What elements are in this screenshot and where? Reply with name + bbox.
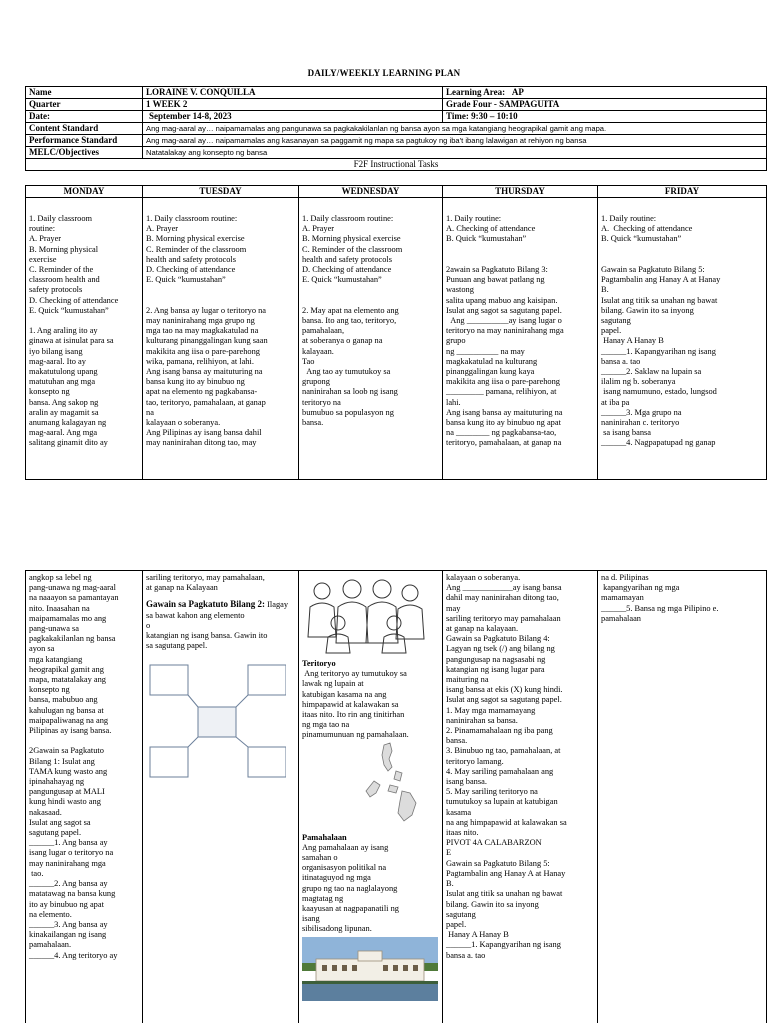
monday-text: 1. Daily classroom routine: A. Prayer B. Morning physical exercise C. Reminder of the classroom health and safety protocols D. Checking of attendance E. Quick “kumustahan” 1. Ang araling ito ay ginawa at isinulat para sa iyo bilang isang mag-aaral. Ito ay makatutulong upang matutuhan ang mga konsepto ng bansa. Ang sakop ng aralin ay magamit sa anumang kalagayan ng mag-aaral. Ang mga salitang ginamit dito ay <box>29 214 119 448</box>
thursday-cont-text: kalayaan o soberanya. Ang ____________ay isang bansa dahil may naninirahan ditong tao, may sariling teritoryo may pamahalaan at ganap na kalayaan. Gawain sa Pagkatuto Bilang 4: Lagyan ng tsek (/) ang bilang ng pangungusap na nagsasabi ng katangian ng isang lugar para maituring na isang bansa at ekis (X) kung hindi. Isulat ang sagot sa sagutang papel. 1. May mga mamamayang naninirahan sa bansa. 2. Pinamamahalaan ng iba pang bansa. 3. Binubuo ng tao, pamahalaan, at teritoryo lamang. 4. May sariling pamahalaan ang isang bansa. 5. May sariling teritoryo na tumutukoy sa lupain at katubigan kasama na ang himpapawid at kalawakan sa itaas nito. PIVOT 4A CALABARZON E Gawain sa Pagkatuto Bilang 5: Pagtambalin ang Hanay A at Hanay B. Isulat ang titik sa unahan ng bawat bilang. Gawin ito sa inyong sagutang papel. Hanay A Hanay B ______1. Kapangyarihan ng isang bansa a. tao <box>446 573 567 960</box>
friday-text: 1. Daily routine: A. Checking of attendance B. Quick “kumustahan” Gawain sa Pagkatuto Bilang 5: Pagtambalin ang Hanay A at Hanay B. Isulat ang titik sa unahan ng bawat bilang. Gawin ito sa inyong sagutang papel. Hanay A Hanay B ______1. Kapangyarihan ng isang bansa a. tao ______2. Saklaw na lupain sa ilalim ng b. soberanya isang namumuno, estado, lungsod at iba pa ______3. Mga grupo na naninirahan c. teritoryo sa isang bansa ______4. Nagpapatupad ng ganap <box>601 214 721 448</box>
wednesday-teritoryo <box>302 659 439 741</box>
tuesday-cont-cell <box>143 571 299 1024</box>
learning-area-label: Learning Area: <box>446 87 506 97</box>
diagram-line-1 <box>188 695 198 707</box>
thursday-text: 1. Daily routine: A. Checking of attendance B. Quick “kumustahan” 2awain sa Pagkatuto Bilang 3: Punuan ang bawat patlang ng wastong salita upang mabuo ang kaisipan. Isulat ang sagot sa sagutang papel. Ang __________ay isang lugar o teritoryo na may naninirahang mga grupo ng __________ na may magkakatulad na kulturang pinanggalingan kung kaya makikita ang iisa o pare-parehong _________ pamana, relihiyon, at lahi. Ang isang bansa ay maituturing na bansa kung ito ay binubuo ng apat na ________ ng pagkabansa-tao, teritoryo, pamahalaan, at ganap na <box>446 214 564 448</box>
tuesday-gawain-text: Ilagay sa bawat kahon ang elemento o katangian ng isang bansa. Gawin ito sa sagutang papel. <box>146 600 289 651</box>
philippines-map <box>362 741 422 827</box>
header-row-date <box>26 111 767 123</box>
day-tuesday: TUESDAY <box>143 186 299 198</box>
wednesday-pamahalaan <box>302 833 439 935</box>
monday-cont-cell <box>26 571 143 1024</box>
learning-area <box>443 87 767 99</box>
name-value: LORAINE V. CONQUILLA <box>143 87 443 99</box>
day-monday: MONDAY <box>26 186 143 198</box>
days-table <box>25 185 767 480</box>
header-row-melc <box>26 147 767 159</box>
friday-cell <box>598 198 767 480</box>
date-value: September 14-8, 2023 <box>143 111 443 123</box>
learning-area-value: AP <box>511 87 524 97</box>
palace-photo <box>302 937 438 1001</box>
day-friday: FRIDAY <box>598 186 767 198</box>
tuesday-text: 1. Daily classroom routine: A. Prayer B. Morning physical exercise C. Reminder of the classroom health and safety protocols D. Checking of attendance E. Quick “kumustahan” 2. Ang bansa ay lugar o teritoryo na may naninirahang mga grupo ng mga tao na may magkakatulad na kulturang pinanggalingan kung saan makikita ang iisa o pare-parehong wika, pamana, relihiyon, at lahi. Ang isang bansa ay maituturing na bansa kung ito ay binubuo ng apat na elemento ng pagkabansa- tao, teritoryo, pamahalaan, at ganap na kalayaan o soberanya. Ang Pilipinas ay isang bansa dahil may naninirahan ditong tao, may <box>146 214 268 448</box>
header-row-f2f <box>26 159 767 171</box>
thursday-cont-cell <box>443 571 598 1024</box>
diagram-line-4 <box>236 737 248 747</box>
monday-cell <box>26 198 143 480</box>
grade-value: Grade Four - SAMPAGUITA <box>443 99 767 111</box>
date-label: Date: <box>26 111 143 123</box>
teritoryo-text: Ang teritoryo ay tumutukoy sa lawak ng lupain at katubigan kasama na ang himpapawid at kalawakan sa itaas nito. Ito rin ang tinitirhan ng mga tao na pinamumunuan ng pamahalaan. <box>302 669 409 740</box>
day-wednesday: WEDNESDAY <box>299 186 443 198</box>
diagram-box-bottom-right <box>248 747 286 777</box>
continuation-row <box>26 571 767 1024</box>
diagram-box-top-left <box>150 665 188 695</box>
quarter-value: 1 WEEK 2 <box>143 99 443 111</box>
days-content-row <box>26 198 767 480</box>
elements-diagram <box>148 663 286 793</box>
diagram-line-2 <box>236 695 248 707</box>
header-table <box>25 86 767 171</box>
family-illustration <box>302 577 430 655</box>
teritoryo-title: Teritoryo <box>302 659 336 668</box>
performance-standard-label: Performance Standard <box>26 135 143 147</box>
pamahalaan-title: Pamahalaan <box>302 832 347 842</box>
monday-cont-text: angkop sa lebel ng pang-unawa ng mag-aaral na naaayon sa pamantayan nito. Inaasahan na maipamamalas mo ang pang-unawa sa pagkakakilanlan ng bansa ayon sa mga katangiang heograpikal gamit ang mapa, matatalakay ang konsepto ng bansa, mabubuo ang kahulugan ng bansa at maipapaliwanag na ang Pilipinas ay isang bansa. 2Gawain sa Pagkatuto Bilang 1: Isulat ang TAMA kung wasto ang ipinahahayag ng pangungusap at MALI kung hindi wasto ang nakasaad. Isulat ang sagot sa sagutang papel. ______1. Ang bansa ay isang lugar o teritoryo na may naninirahang mga tao. ______2. Ang bansa ay matatawag na bansa kung ito ay binubuo ng apat na elemento. ______3. Ang bansa ay kinakailangan ng isang pamahalaan. ______4. Ang teritoryo ay <box>29 573 119 960</box>
header-row-name <box>26 87 767 99</box>
pamahalaan-text: Ang pamahalaan ay isang samahan o organisasyon politikal na itinataguyod ng mga grupo ng tao na naglalayong magtatag ng kaayusan at nagpapanatili ng isang sibilisadong lipunan. <box>302 842 399 934</box>
wednesday-cell <box>299 198 443 480</box>
continuation-table <box>25 570 767 1023</box>
performance-standard-value: Ang mag-aaral ay… naipamamalas ang kasanayan sa paggamit ng mapa sa pagtukoy ng iba't ibang lalawigan at rehiyon ng bansa <box>143 135 767 147</box>
melc-label: MELC/Objectives <box>26 147 143 159</box>
diagram-box-bottom-left <box>150 747 188 777</box>
page-title: DAILY/WEEKLY LEARNING PLAN <box>307 68 461 78</box>
header-row-quarter <box>26 99 767 111</box>
diagram-center-box <box>198 707 236 737</box>
quarter-label: Quarter <box>26 99 143 111</box>
tuesday-gawain: Gawain sa Pagkatuto Bilang 2: Ilagay sa bawat kahon ang elemento o katangian ng isang bansa. Gawin ito sa sagutang papel. <box>146 599 295 651</box>
days-header-row <box>26 186 767 198</box>
time-value: Time: 9:30 – 10:10 <box>443 111 767 123</box>
content-standard-value: Ang mag-aaral ay… naipamamalas ang pangunawa sa pagkakakilanlan ng bansa ayon sa mga katangiang heograpikal gamit ang mapa. <box>143 123 767 135</box>
header-row-content-standard <box>26 123 767 135</box>
header-row-performance-standard <box>26 135 767 147</box>
tuesday-gawain-title: Gawain sa Pagkatuto Bilang 2 <box>146 599 263 610</box>
friday-cont-cell <box>598 571 767 1024</box>
wednesday-text: 1. Daily classroom routine: A. Prayer B. Morning physical exercise C. Reminder of the classroom health and safety protocols D. Checking of attendance E. Quick “kumustahan” 2. May apat na elemento ang bansa. Ito ang tao, teritoryo, pamahalaan, at soberanya o ganap na kalayaan. Tao Ang tao ay tumutukoy sa grupong naninirahan sa loob ng isang teritoryo na bumubuo sa populasyon ng bansa. <box>302 214 403 428</box>
melc-value: Natatalakay ang konsepto ng bansa <box>143 147 767 159</box>
day-thursday: THURSDAY <box>443 186 598 198</box>
friday-cont-text: na d. Pilipinas kapangyarihan ng mga mamamayan ______5. Bansa ng mga Pilipino e. pamahalaan <box>601 573 719 623</box>
wednesday-cont-cell <box>299 571 443 1024</box>
name-label: Name <box>26 87 143 99</box>
tuesday-cont-intro: sariling teritoryo, may pamahalaan, at ganap na Kalayaan <box>146 573 265 593</box>
diagram-line-3 <box>188 737 198 747</box>
diagram-box-top-right <box>248 665 286 695</box>
content-standard-label: Content Standard <box>26 123 143 135</box>
tuesday-cell <box>143 198 299 480</box>
f2f-label: F2F Instructional Tasks <box>26 159 767 171</box>
thursday-cell <box>443 198 598 480</box>
